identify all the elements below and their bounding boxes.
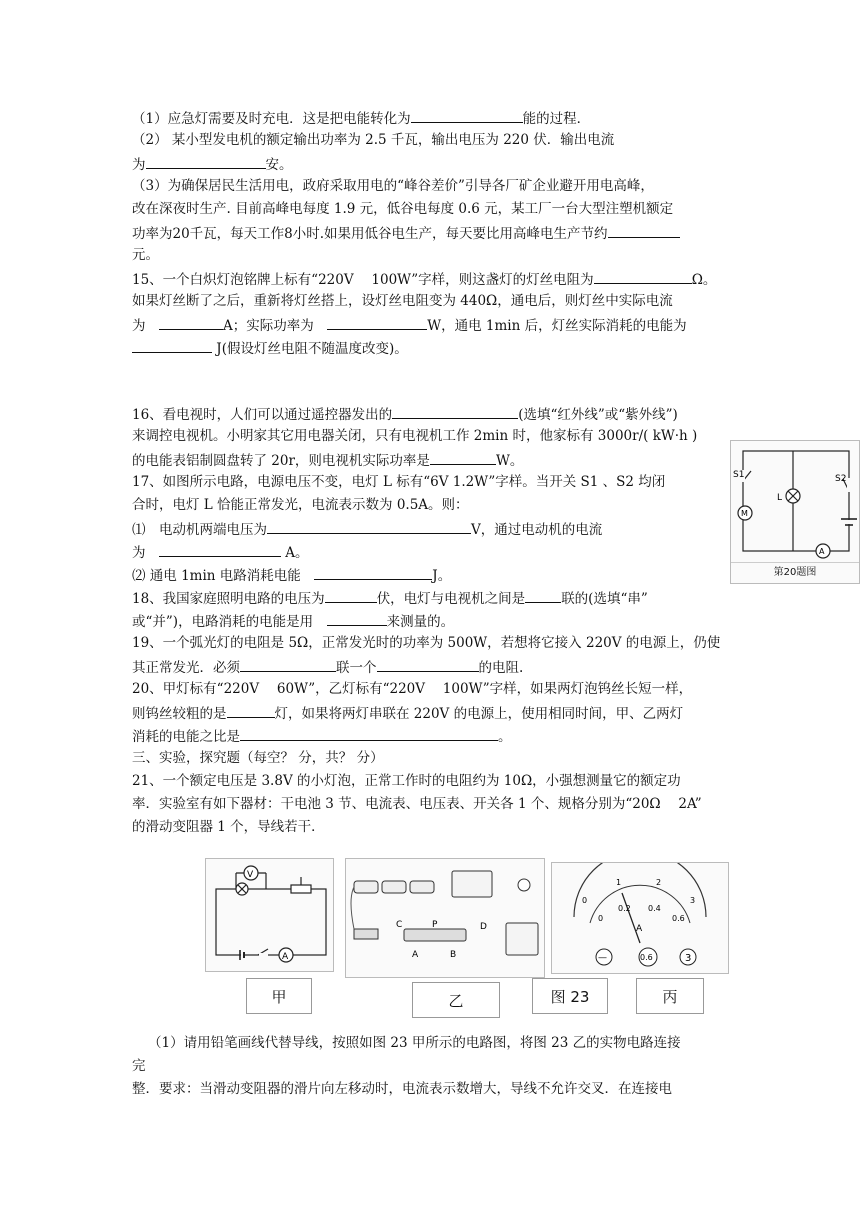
answer-blank[interactable] <box>525 588 561 603</box>
meter-inner-tick: 0.2 <box>618 904 631 913</box>
answer-blank[interactable] <box>314 565 432 580</box>
answer-blank[interactable] <box>159 542 281 557</box>
s2-label: S2 <box>835 474 847 484</box>
answer-blank[interactable] <box>159 315 223 330</box>
rheostat-b-label: B <box>450 950 457 960</box>
q-line-20: 18、我国家庭照明电路的电压为 伏，电灯与电视机之间是 联的(选填“串” <box>132 588 648 608</box>
q-line-4: （3）为确保居民生活用电，政府采取用电的“峰谷差价”引导各厂矿企业避开用电高峰， <box>132 178 654 194</box>
q-line-6: 功率为20千瓦，每天工作8小时.如果用低谷电生产，每天要比用高峰电生产节约 <box>132 223 680 243</box>
q-line-10: 为 A；实际功率为 W，通电 1min 后，灯丝实际消耗的电能为 <box>132 315 687 335</box>
answer-blank[interactable] <box>227 703 275 718</box>
s1-label: S1 <box>733 470 745 480</box>
answer-blank[interactable] <box>377 657 479 672</box>
answer-blank[interactable] <box>132 338 212 353</box>
q-line-21: 或“并”)，电路消耗的电能是用 来测量的。 <box>132 611 454 631</box>
q-line-26: 消耗的电能之比是 。 <box>132 726 512 746</box>
q-line-15: 17、如图所示电路，电源电压不变，电灯 L 标有“6V 1.2W”字样。当开关 S1 、S2 均闭 <box>132 474 666 490</box>
answer-blank[interactable] <box>267 519 471 534</box>
rheostat-a-label: A <box>412 950 419 960</box>
ammeter-label: A <box>819 547 825 556</box>
answer-blank[interactable] <box>411 108 523 123</box>
q-line-30: 的滑动变阻器 1 个，导线若干． <box>132 819 325 835</box>
q-line-17: ⑴ 电动机两端电压为 V，通过电动机的电流 <box>132 519 602 539</box>
caption-jia: 甲 <box>246 978 312 1014</box>
meter-tick: 2 <box>656 878 662 887</box>
terminal-minus: — <box>598 953 607 963</box>
q-line-19: ⑵ 通电 1min 电路消耗电能 J。 <box>132 565 451 585</box>
section-heading: 三、实验，探究题（每空？ 分，共？ 分） <box>132 750 384 766</box>
fig23-meter-dial <box>551 862 729 974</box>
schematic-svg <box>206 859 333 971</box>
q-line-22: 19、一个弧光灯的电阻是 5Ω，正常发光时的功率为 500W，若想将它接入 220V 的电源上，仍使 <box>132 635 721 651</box>
meter-tick: 3 <box>690 896 696 905</box>
q-line-9: 如果灯丝断了之后，重新将灯丝搭上，设灯丝电阻变为 440Ω，通电后，则灯丝中实际电流 <box>132 293 673 309</box>
meter-inner-tick: 0 <box>598 914 604 923</box>
answer-blank[interactable] <box>146 154 266 169</box>
answer-blank[interactable] <box>594 269 692 284</box>
rheostat-c-label: C <box>396 920 403 930</box>
q-line-5: 改在深夜时生产. 目前高峰电每度 1.9 元，低谷电每度 0.6 元，某工厂一台大型注塑机额定 <box>132 201 674 217</box>
ammeter-label: A <box>282 952 289 962</box>
q-line-29: 率．实验室有如下器材：干电池 3 节、电流表、电压表、开关各 1 个、规格分别为“20Ω 2A” <box>132 796 702 812</box>
caption-yi: 乙 <box>412 982 500 1018</box>
answer-blank[interactable] <box>240 726 498 741</box>
q-line-7: 元。 <box>132 247 159 263</box>
answer-blank[interactable] <box>327 611 387 626</box>
motor-label: M <box>741 509 748 518</box>
meter-inner-tick: 0.6 <box>672 914 685 923</box>
answer-blank[interactable] <box>608 223 680 238</box>
meter-unit: A <box>636 924 643 934</box>
meter-svg <box>552 863 728 973</box>
answer-blank[interactable] <box>392 404 518 419</box>
fig23-physical-circuit <box>345 858 545 978</box>
terminal-06: 0.6 <box>640 953 653 962</box>
fig23-schematic <box>205 858 334 972</box>
q-line-18: 为 A。 <box>132 542 309 562</box>
answer-blank[interactable] <box>325 588 377 603</box>
physical-svg <box>346 859 544 977</box>
q-line-31: （1）请用铅笔画线代替导线，按照如图 23 甲所示的电路图，将图 23 乙的实物电路连接 <box>148 1035 681 1051</box>
q-line-33: 整．要求：当滑动变阻器的滑片向左移动时，电流表示数增大，导线不允许交叉．在连接电 <box>132 1081 672 1097</box>
q-line-12: 16、看电视时，人们可以通过遥控器发出的 (选填“红外线”或“紫外线”) <box>132 404 678 424</box>
answer-blank[interactable] <box>327 315 427 330</box>
caption-bing: 丙 <box>636 978 704 1014</box>
rheostat-p-label: P <box>432 920 438 930</box>
q-line-16: 合时，电灯 L 恰能正常发光，电流表示数为 0.5A。则： <box>132 497 469 513</box>
lamp-label: L <box>777 493 783 503</box>
answer-blank[interactable] <box>430 450 496 465</box>
q-line-28: 21、一个额定电压是 3.8V 的小灯泡，正常工作时的电阻约为 10Ω，小强想测量它的额定功 <box>132 773 681 789</box>
voltmeter-label: V <box>247 870 254 880</box>
q-line-13: 来调控电视机。小明家其它用电器关闭，只有电视机工作 2min 时，他家标有 3000r/( kW·h ) <box>132 428 698 444</box>
answer-blank[interactable] <box>240 657 336 672</box>
fig20-caption: 第20题图 <box>731 562 859 583</box>
q-line-11: J(假设灯丝电阻不随温度改变)。 <box>132 338 408 358</box>
q-line-3: 为 安。 <box>132 154 293 174</box>
caption-fig23: 图 23 <box>532 978 608 1014</box>
terminal-3: 3 <box>685 953 692 964</box>
q-line-1: （1）应急灯需要及时充电．这是把电能转化为 能的过程． <box>132 108 590 128</box>
q-line-14: 的电能表铝制圆盘转了 20r，则电视机实际功率是 W。 <box>132 450 523 470</box>
meter-tick: 1 <box>616 878 622 887</box>
meter-tick: 0 <box>582 896 588 905</box>
rheostat-d-label: D <box>480 922 487 932</box>
fig20-circuit <box>730 440 860 584</box>
q-line-8: 15、一个白炽灯泡铭牌上标有“220V 100W”字样，则这盏灯的灯丝电阻为 Ω。 <box>132 269 716 289</box>
q-line-25: 则钨丝较粗的是 灯，如果将两灯串联在 220V 的电源上，使用相同时间，甲、乙两灯 <box>132 703 683 723</box>
q-line-32: 完 <box>132 1058 146 1074</box>
meter-inner-tick: 0.4 <box>648 904 661 913</box>
q-line-23: 其正常发光．必须 联一个 的电阻. <box>132 657 523 677</box>
q-line-2: （2） 某小型发电机的额定输出功率为 2.5 千瓦，输出电压为 220 伏．输出电流 <box>132 132 615 148</box>
q-line-24: 20、甲灯标有“220V 60W”，乙灯标有“220V 100W”字样，如果两灯泡钨丝长短一样， <box>132 681 693 697</box>
